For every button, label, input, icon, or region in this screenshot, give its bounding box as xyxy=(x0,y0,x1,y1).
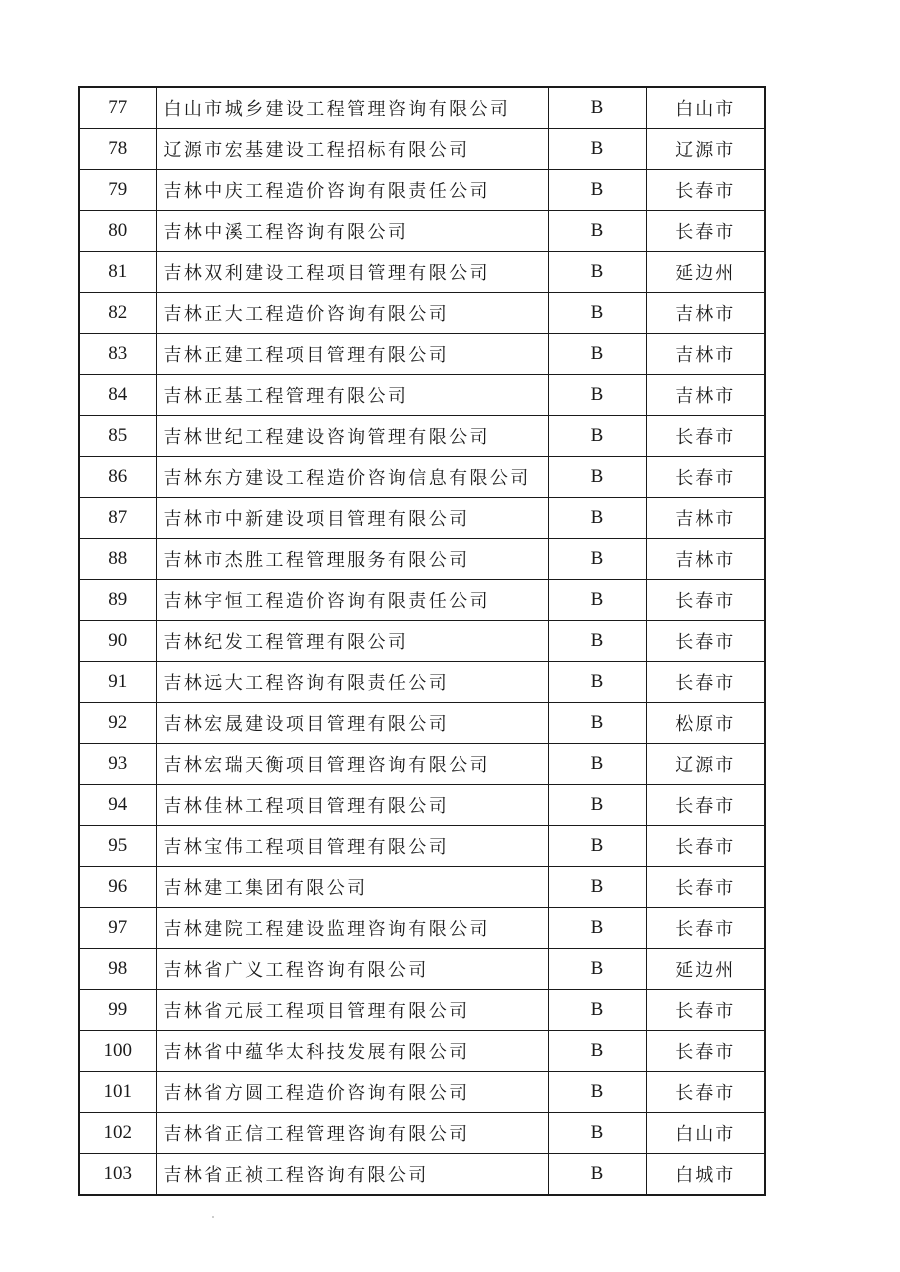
region-name: 白山市 xyxy=(646,87,765,129)
row-number: 87 xyxy=(79,498,156,539)
grade-level: B xyxy=(548,1113,646,1154)
row-number: 81 xyxy=(79,252,156,293)
table-row xyxy=(79,1031,765,1072)
region-name: 延边州 xyxy=(646,949,765,990)
company-name: 吉林中庆工程造价咨询有限责任公司 xyxy=(156,170,548,211)
company-name: 吉林省方圆工程造价咨询有限公司 xyxy=(156,1072,548,1113)
company-name: 辽源市宏基建设工程招标有限公司 xyxy=(156,129,548,170)
region-name: 辽源市 xyxy=(646,129,765,170)
company-name: 吉林市杰胜工程管理服务有限公司 xyxy=(156,539,548,580)
company-name: 吉林中溪工程咨询有限公司 xyxy=(156,211,548,252)
region-name: 长春市 xyxy=(646,170,765,211)
row-number: 84 xyxy=(79,375,156,416)
row-number: 82 xyxy=(79,293,156,334)
grade-level: B xyxy=(548,908,646,949)
row-number: 88 xyxy=(79,539,156,580)
row-number: 102 xyxy=(79,1113,156,1154)
company-grade-table xyxy=(78,86,766,1196)
grade-level: B xyxy=(548,211,646,252)
row-number: 89 xyxy=(79,580,156,621)
company-name: 吉林宏瑞天衡项目管理咨询有限公司 xyxy=(156,744,548,785)
table-row xyxy=(79,1072,765,1113)
company-name: 吉林省广义工程咨询有限公司 xyxy=(156,949,548,990)
company-name: 吉林正大工程造价咨询有限公司 xyxy=(156,293,548,334)
region-name: 延边州 xyxy=(646,252,765,293)
table-row xyxy=(79,826,765,867)
company-name: 吉林宏晟建设项目管理有限公司 xyxy=(156,703,548,744)
grade-level: B xyxy=(548,539,646,580)
table-row xyxy=(79,334,765,375)
region-name: 长春市 xyxy=(646,621,765,662)
company-name: 吉林世纪工程建设咨询管理有限公司 xyxy=(156,416,548,457)
table-row xyxy=(79,539,765,580)
company-name: 吉林远大工程咨询有限责任公司 xyxy=(156,662,548,703)
region-name: 长春市 xyxy=(646,1072,765,1113)
company-name: 吉林正基工程管理有限公司 xyxy=(156,375,548,416)
table-row xyxy=(79,457,765,498)
region-name: 白山市 xyxy=(646,1113,765,1154)
region-name: 松原市 xyxy=(646,703,765,744)
region-name: 吉林市 xyxy=(646,375,765,416)
grade-level: B xyxy=(548,867,646,908)
row-number: 99 xyxy=(79,990,156,1031)
grade-level: B xyxy=(548,662,646,703)
region-name: 长春市 xyxy=(646,1031,765,1072)
region-name: 长春市 xyxy=(646,416,765,457)
grade-level: B xyxy=(548,334,646,375)
grade-level: B xyxy=(548,1031,646,1072)
grade-level: B xyxy=(548,1154,646,1196)
company-name: 吉林宝伟工程项目管理有限公司 xyxy=(156,826,548,867)
region-name: 长春市 xyxy=(646,785,765,826)
table-row xyxy=(79,293,765,334)
region-name: 吉林市 xyxy=(646,334,765,375)
grade-level: B xyxy=(548,990,646,1031)
grade-level: B xyxy=(548,785,646,826)
table-row xyxy=(79,498,765,539)
company-name: 吉林建工集团有限公司 xyxy=(156,867,548,908)
row-number: 85 xyxy=(79,416,156,457)
table-row xyxy=(79,87,765,129)
company-name: 吉林省中蕴华太科技发展有限公司 xyxy=(156,1031,548,1072)
table-row xyxy=(79,703,765,744)
row-number: 78 xyxy=(79,129,156,170)
grade-level: B xyxy=(548,621,646,662)
company-name: 吉林宇恒工程造价咨询有限责任公司 xyxy=(156,580,548,621)
row-number: 94 xyxy=(79,785,156,826)
table-row xyxy=(79,375,765,416)
table-row xyxy=(79,580,765,621)
table-row xyxy=(79,908,765,949)
table-row xyxy=(79,252,765,293)
region-name: 吉林市 xyxy=(646,498,765,539)
table-row xyxy=(79,1113,765,1154)
grade-level: B xyxy=(548,87,646,129)
row-number: 86 xyxy=(79,457,156,498)
row-number: 96 xyxy=(79,867,156,908)
region-name: 长春市 xyxy=(646,867,765,908)
row-number: 101 xyxy=(79,1072,156,1113)
company-name: 吉林东方建设工程造价咨询信息有限公司 xyxy=(156,457,548,498)
grade-level: B xyxy=(548,129,646,170)
table-row xyxy=(79,170,765,211)
region-name: 吉林市 xyxy=(646,293,765,334)
region-name: 长春市 xyxy=(646,580,765,621)
grade-level: B xyxy=(548,826,646,867)
table-body xyxy=(79,87,765,1195)
table-row xyxy=(79,744,765,785)
region-name: 长春市 xyxy=(646,908,765,949)
table-row xyxy=(79,662,765,703)
company-name: 吉林省正祯工程咨询有限公司 xyxy=(156,1154,548,1196)
company-name: 吉林建院工程建设监理咨询有限公司 xyxy=(156,908,548,949)
row-number: 77 xyxy=(79,87,156,129)
row-number: 79 xyxy=(79,170,156,211)
region-name: 长春市 xyxy=(646,826,765,867)
grade-level: B xyxy=(548,170,646,211)
grade-level: B xyxy=(548,252,646,293)
table-row xyxy=(79,949,765,990)
grade-level: B xyxy=(548,293,646,334)
grade-level: B xyxy=(548,744,646,785)
grade-level: B xyxy=(548,949,646,990)
company-name: 吉林双利建设工程项目管理有限公司 xyxy=(156,252,548,293)
table-row xyxy=(79,211,765,252)
company-name: 吉林省正信工程管理咨询有限公司 xyxy=(156,1113,548,1154)
grade-level: B xyxy=(548,498,646,539)
region-name: 长春市 xyxy=(646,211,765,252)
region-name: 辽源市 xyxy=(646,744,765,785)
company-name: 吉林佳林工程项目管理有限公司 xyxy=(156,785,548,826)
region-name: 长春市 xyxy=(646,990,765,1031)
row-number: 103 xyxy=(79,1154,156,1196)
table-row xyxy=(79,1154,765,1196)
grade-level: B xyxy=(548,580,646,621)
company-name: 吉林纪发工程管理有限公司 xyxy=(156,621,548,662)
row-number: 92 xyxy=(79,703,156,744)
region-name: 长春市 xyxy=(646,457,765,498)
table-row xyxy=(79,416,765,457)
company-name: 吉林省元辰工程项目管理有限公司 xyxy=(156,990,548,1031)
company-name: 吉林市中新建设项目管理有限公司 xyxy=(156,498,548,539)
table-row xyxy=(79,990,765,1031)
table-row xyxy=(79,129,765,170)
row-number: 98 xyxy=(79,949,156,990)
company-name: 白山市城乡建设工程管理咨询有限公司 xyxy=(156,87,548,129)
row-number: 93 xyxy=(79,744,156,785)
grade-level: B xyxy=(548,703,646,744)
table-row xyxy=(79,621,765,662)
row-number: 100 xyxy=(79,1031,156,1072)
row-number: 80 xyxy=(79,211,156,252)
region-name: 白城市 xyxy=(646,1154,765,1196)
row-number: 95 xyxy=(79,826,156,867)
row-number: 90 xyxy=(79,621,156,662)
row-number: 91 xyxy=(79,662,156,703)
grade-level: B xyxy=(548,457,646,498)
region-name: 长春市 xyxy=(646,662,765,703)
grade-level: B xyxy=(548,375,646,416)
grade-level: B xyxy=(548,416,646,457)
scan-speck xyxy=(212,1216,214,1218)
grade-level: B xyxy=(548,1072,646,1113)
table-row xyxy=(79,867,765,908)
region-name: 吉林市 xyxy=(646,539,765,580)
table-row xyxy=(79,785,765,826)
row-number: 97 xyxy=(79,908,156,949)
company-name: 吉林正建工程项目管理有限公司 xyxy=(156,334,548,375)
row-number: 83 xyxy=(79,334,156,375)
